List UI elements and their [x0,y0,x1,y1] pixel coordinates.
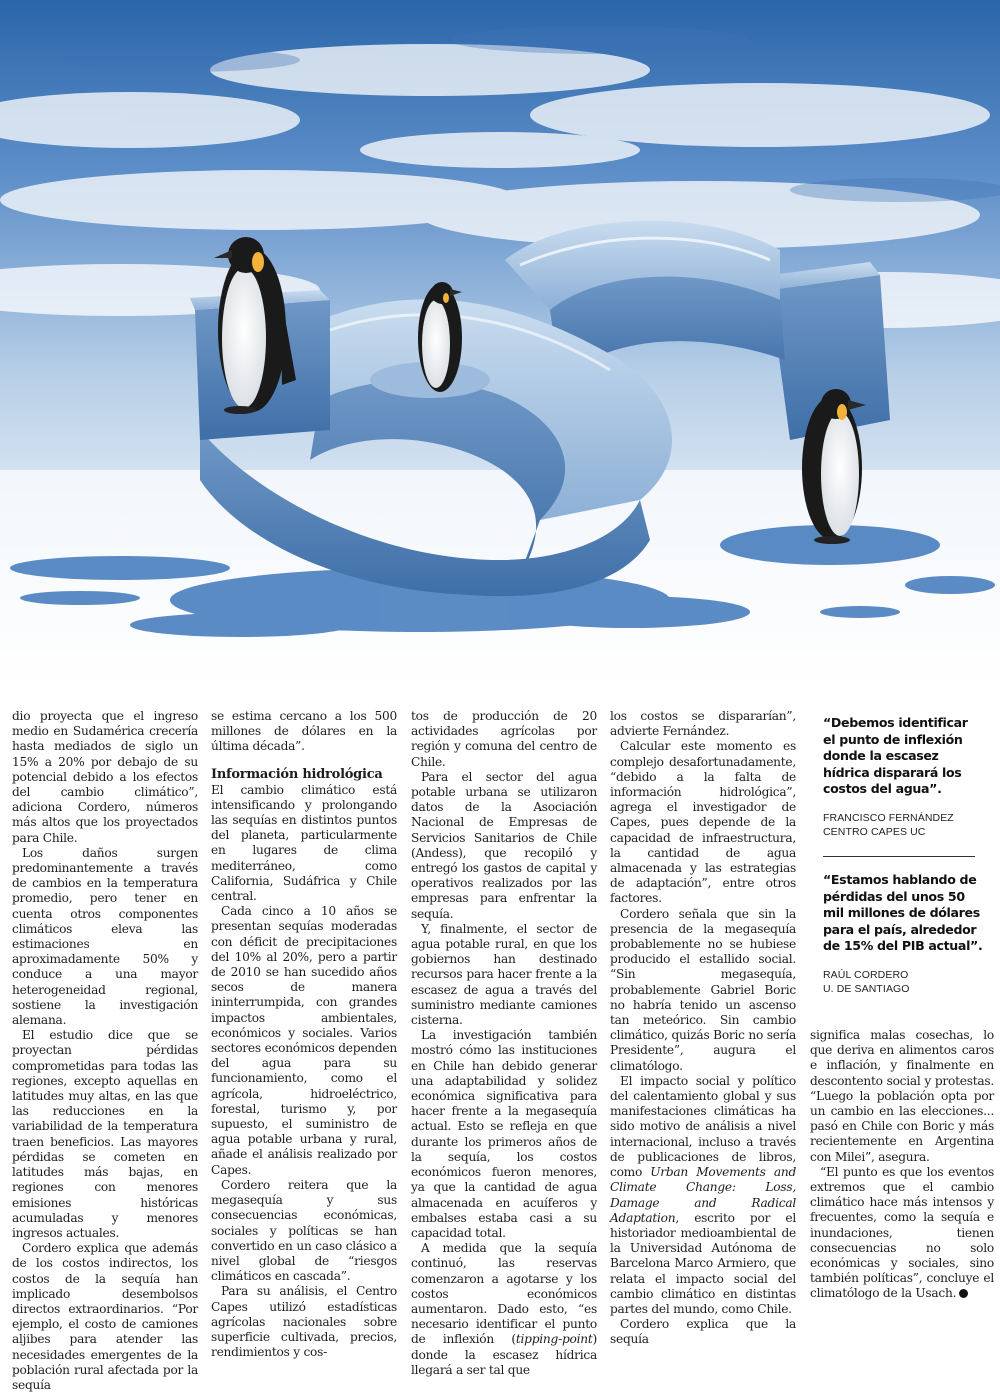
paragraph: Calcular este momento es complejo desafortunadamente, “debido a la falta de información hidrológica”, agrega el investigador de Capes, pues depende de la capacidad de infraestructura, la cantidad de agua almacenada y las estrategias de adaptación”, entre otros factores. [610,739,796,906]
end-of-article-mark [959,1289,968,1298]
text-run: A medida que la sequía continuó, las reservas comenzaron a agotarse y los costos económicos aumentaron. Dado esto, “es necesario identificar el punto de inflexión ( [411,1241,597,1347]
paragraph: Los daños surgen predominantemente a través de cambios en la temperatura promedio, pero tener en cuenta otros componentes climáticos eleva las estimaciones en aproximadamente 50% y conduce a una mayor heterogeneidad regional, sostiene la investigación alemana. [12,845,198,1028]
quote-text: “Debemos identificar el punto de inflexión donde la escasez hídrica disparará los costos del agua”. [823,715,968,796]
paragraph [810,1165,994,1302]
paragraph: Cordero explica que la sequía [610,1317,796,1347]
paragraph: se estima cercano a los 500 millones de dólares en la última década”. [211,709,397,754]
paragraph: La investigación también mostró cómo las instituciones en Chile han debido generar una adaptabilidad y solidez económica significativa para hacer frente a la megasequía actual. Esto se refleja en que durante los primeros años de la sequía, los costos económicos fueron menores, ya que la cantidad de agua almacenada en acuíferos y embalses estaba casi a su capacidad total. [411,1028,597,1240]
paragraph: Cordero reitera que la megasequía y sus consecuencias económicas, sociales y políticas se han convertido en un caso clásico a nivel global de “riesgos climáticos en cascada”. [211,1177,397,1284]
article-column-2 [211,709,397,1360]
pull-quote-2 [823,872,983,996]
author-org: U. DE SANTIAGO [823,982,910,995]
paragraph: los costos se dispararían”, advierte Fernández. [610,709,796,739]
italic-term: tipping-point [515,1332,593,1347]
quote-text: “Estamos hablando de pérdidas del unos 50 mil millones de dólares para el país, alrededor de 15% del PIB actual”. [823,872,983,953]
paragraph: Para su análisis, el Centro Capes utilizó estadísticas agrícolas nacionales sobre superficie cultivada, precios, rendimientos y cos- [211,1284,397,1360]
text-run: , escrito por el historiador medioambiental de la Universidad Autónoma de Barcelona Marco Armiero, que relata el impacto social del cambio climático en distintas partes del mundo, como Chile. [610,1210,796,1316]
article-column-3 [411,709,597,1378]
pull-quote-1 [823,715,983,839]
quote-divider [823,856,975,857]
author-org: CENTRO CAPES UC [823,825,926,838]
article-column-4 [610,709,796,1348]
paragraph: tos de producción de 20 actividades agrícolas por región y comuna del centro de Chile. [411,709,597,769]
ice-dollar-penguins-image [0,0,1000,690]
paragraph: Cada cinco a 10 años se presentan sequías moderadas con déficit de precipitaciones del 10% al 20%, pero a partir de 2010 se han sucedido años secos de manera ininterrumpida, con grandes impactos ambientales, económicos y sociales. Varios sectores económicos dependen del agua para su funcionamiento, como el agrícola, hidroeléctrico, forestal, turismo y, por supuesto, el suministro de agua potable urbana y rural, añade el análisis realizado por Capes. [211,904,397,1177]
paragraph: significa malas cosechas, lo que deriva en alimentos caros e inflación, y finalmente en descontento social y protestas. “Luego la población opta por un cambio en las elecciones... pasó en Chile con Boric y más recientemente en Argentina con Milei”, asegura. [810,1028,994,1164]
quote-author [823,811,983,839]
author-name: FRANCISCO FERNÁNDEZ [823,811,954,824]
paragraph: Cordero señala que sin la presencia de la megasequía probablemente no se hubiese producido el estallido social. “Sin megasequía, probablemente Gabriel Boric no habría tenido un ascenso tan meteórico. Sin cambio climático, quizás Boric no sería Presidente”, augura el climatólogo. [610,906,796,1073]
paragraph: Y, finalmente, el sector de agua potable rural, en que los gobiernos han destinado recursos para hacer frente a la escasez de agua a través del suministro mediante camiones cisterna. [411,921,597,1028]
book-title: Urban Movements and Climate Change: Loss, Damage and Radical Adaptation [610,1165,796,1225]
paragraph [610,1074,796,1317]
paragraph: Para el sector del agua potable urbana se utilizaron datos de la Asociación Nacional de Empresas de Servicios Sanitarios de Chile (Andess), que recopiló y entregó los gastos de capital y operativos realizados por las empresas para enfrentar la sequía. [411,769,597,921]
quote-author [823,968,983,996]
author-name: RAÚL CORDERO [823,968,909,981]
text-run: El impacto social y político del calentamiento global y sus manifestaciones climáticas ha sido motivo de análisis a nivel internacional, incluso a través de publicaciones de libros, como [610,1073,796,1180]
paragraph: El estudio dice que se proyectan pérdidas comprometidas para todas las regiones, excepto aquellas en latitudes muy altas, en las que las reducciones en la variabilidad de la temperatura traen beneficios. Las mayores pérdidas se cometen en latitudes más bajas, en regiones con menores emisiones históricas acumuladas y menores ingresos actuales. [12,1028,198,1240]
paragraph: El cambio climático está intensificando y prolongando las sequías en distintos puntos del planeta, particularmente en lugares de clima mediterráneo, como California, Sudáfrica y Chile central. [211,782,397,904]
paragraph [411,1241,597,1378]
paragraph: dio proyecta que el ingreso medio en Sudamérica crecería hasta mediados de siglo un 15% a 20% por debajo de su potencial debido a los efectos del cambio climático”, adiciona Cordero, números más altos que los proyectados para Chile. [12,709,198,845]
hero-illustration [0,0,1000,690]
article-column-1 [12,709,198,1393]
paragraph: Cordero explica que además de los costos indirectos, los costos de la sequía han implicado desembolsos directos extraordinarios. “Por ejemplo, el costo de camiones aljibes para atender las necesidades emergentes de la población rural afectada por la sequía [12,1241,198,1392]
text-run: ) donde la escasez hídrica llegará a ser tal que [411,1332,597,1377]
text-run: “El punto es que los eventos extremos que el cambio climático hace más intensos y frecuentes, como la sequía e inundaciones, tienen consecuencias no solo económicas y sociales, sino también políticas”, concluye el climatólogo de la Usach. [810,1164,994,1301]
section-heading: Información hidrológica [211,766,383,782]
article-column-5 [810,1028,994,1302]
